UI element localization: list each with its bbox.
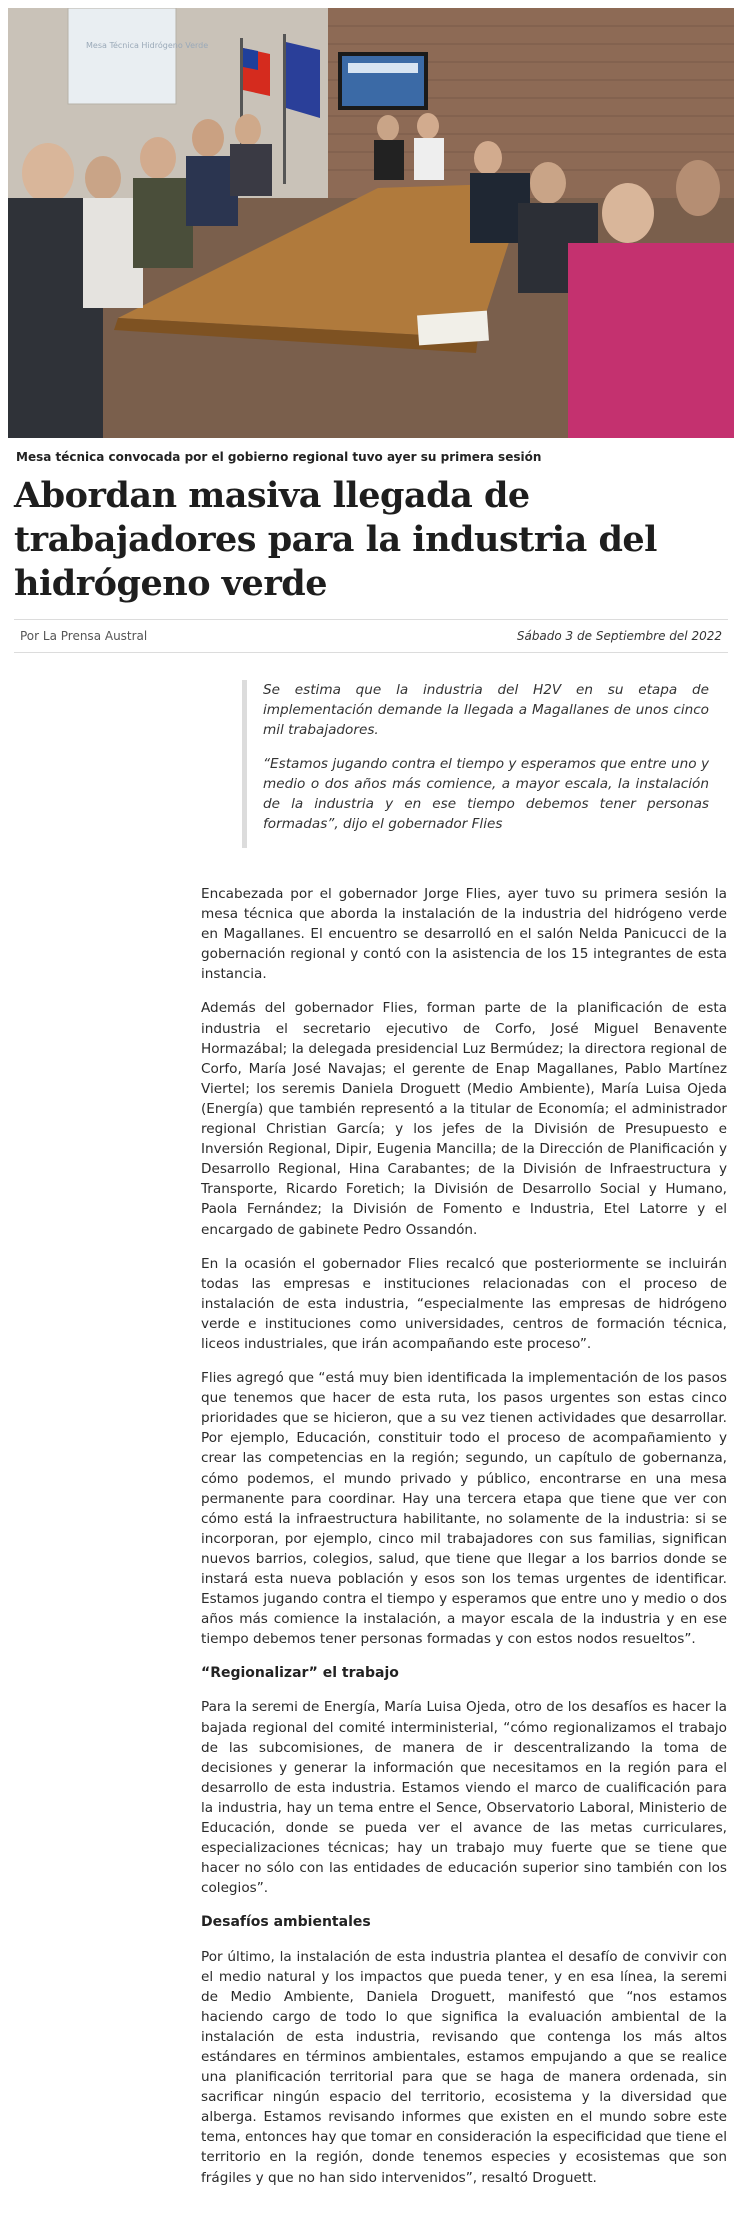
- pull-quote-citation: “Estamos jugando contra el tiempo y esperamos que entre uno y medio o dos años más comience, a mayor escala, la instalación de la industria y en ese tiempo debemos tener personas formadas”, dijo el gobernador Flies: [263, 756, 709, 832]
- subheading-regionalizar: “Regionalizar” el trabajo: [201, 1665, 399, 1682]
- paragraph: En la ocasión el gobernador Flies recalcó que posteriormente se incluirán todas las empresas e instituciones relacionadas con el proceso de instalación de esta industria, “especialmente las empresas de hidrógeno verde e instituciones como universidades, centros de formación técnica, liceos industriales, que irán acompañando este proceso”.: [201, 1255, 727, 1352]
- paragraph: Por último, la instalación de esta industria plantea el desafío de convivir con el medio natural y los impactos que pueda tener, y en esa línea, la seremi de Medio Ambiente, Daniela Droguett, manifestó que “nos estamos haciendo cargo de todo lo que significa la evaluación ambiental de la instalación de esta industria, revisando que contenga los más altos estándares en términos ambientales, estamos empujando a que se realice una planificación territorial para que se haga de manera ordenada, sin sacrificar ningún espacio del territorio, ecosistema y la diversidad que alberga. Estamos revisando informes que existen en el mundo sobre este tema, entonces hay que tomar en consideración la especificidad que tiene el territorio en la región, donde tenemos especies y ecosistemas que son frágiles y que no han sido intervenidos”, resaltó Droguett.: [201, 1948, 727, 2186]
- article-photo: [8, 8, 734, 438]
- paragraph: Flies agregó que “está muy bien identificada la implementación de los pasos que tenemos que hacer de esta ruta, los pasos urgentes son estas cinco prioridades que se hicieron, que a su vez tienen actividades que desarrollar. Por ejemplo, Educación, constituir todo el proceso de acompañamiento y crear las competencias en la región; segundo, un capítulo de gobernanza, cómo podemos, el mundo privado y público, encontrarse en una mesa permanente para coordinar. Hay una tercera etapa que tiene que ver con cómo está la infraestructura habilitante, no solamente de la industria: si se incorporan, por ejemplo, cinco mil trabajadores con sus familias, significan nuevos barrios, colegios, salud, que tiene que llegar a los barrios donde se instará esta nueva población y esos son los temas urgentes de identificar. Estamos jugando contra el tiempo y esperamos que entre uno y medio o dos años más comience la instalación, a mayor escala de la industria y en ese tiempo debemos tener personas formadas y con estos nodos resueltos”.: [201, 1370, 727, 1648]
- paragraph: Para la seremi de Energía, María Luisa Ojeda, otro de los desafíos es hacer la bajada regional del comité interministerial, “cómo regionalizamos el trabajo de las subcomisiones, de manera de ir descentralizando la toma de decisiones y generar la información que necesitamos en la región para el desarrollo de esta industria. Estamos viendo el marco de cualificación para la industria, hay un tema entre el Sence, Observatorio Laboral, Ministerio de Educación, donde se pueda ver el avance de las metas curriculares, especializaciones técnicas; hay un trabajo muy fuerte que se tiene que hacer no sólo con las entidades de educación superior sino también con los colegios”.: [201, 1699, 727, 1897]
- subheading-desafios: Desafíos ambientales: [201, 1914, 371, 1931]
- photo-caption: Mesa técnica convocada por el gobierno regional tuvo ayer su primera sesión: [16, 450, 542, 464]
- headline: Abordan masiva llegada de trabajadores para la industria del hidrógeno verde: [14, 475, 657, 604]
- byline-bar: [14, 619, 728, 653]
- publish-date: Sábado 3 de Septiembre del 2022: [516, 629, 722, 643]
- pull-quote-summary: Se estima que la industria del H2V en su etapa de implementación demande la llegada a Magallanes de unos cinco mil trabajadores.: [263, 682, 709, 738]
- byline: Por La Prensa Austral: [20, 629, 148, 643]
- projection-text: Mesa Técnica Hidrógeno Verde: [86, 41, 209, 50]
- paragraph: Además del gobernador Flies, forman parte de la planificación de esta industria el secretario ejecutivo de Corfo, José Miguel Benavente Hormazábal; la delegada presidencial Luz Bermúdez; la directora regional de Corfo, María José Navajas; el gerente de Enap Magallanes, Pablo Martínez Viertel; los seremis Daniela Droguett (Medio Ambiente), María Luisa Ojeda (Energía) que también representó a la titular de Economía; el administrador regional Christian García; y los jefes de la División de Presupuesto e Inversión Regional, Dipir, Eugenia Mancilla; de la Dirección de Planificación y Desarrollo Regional, Hina Carabantes; de la División de Infraestructura y Transporte, Ricardo Foretich; la División de Desarrollo Social y Humano, Paola Fernández; la División de Fomento e Industria, Etel Latorre y el encargado de gabinete Pedro Ossandón.: [201, 1000, 727, 1238]
- pull-quote: [242, 680, 709, 848]
- article-body: [201, 884, 727, 2202]
- paragraph: Encabezada por el gobernador Jorge Flies, ayer tuvo su primera sesión la mesa técnica que aborda la instalación de la industria del hidrógeno verde en Magallanes. El encuentro se desarrolló en el salón Nelda Panicucci de la gobernación regional y contó con la asistencia de los 15 integrantes de esta instancia.: [201, 886, 727, 983]
- meeting-room-illustration: [8, 8, 734, 438]
